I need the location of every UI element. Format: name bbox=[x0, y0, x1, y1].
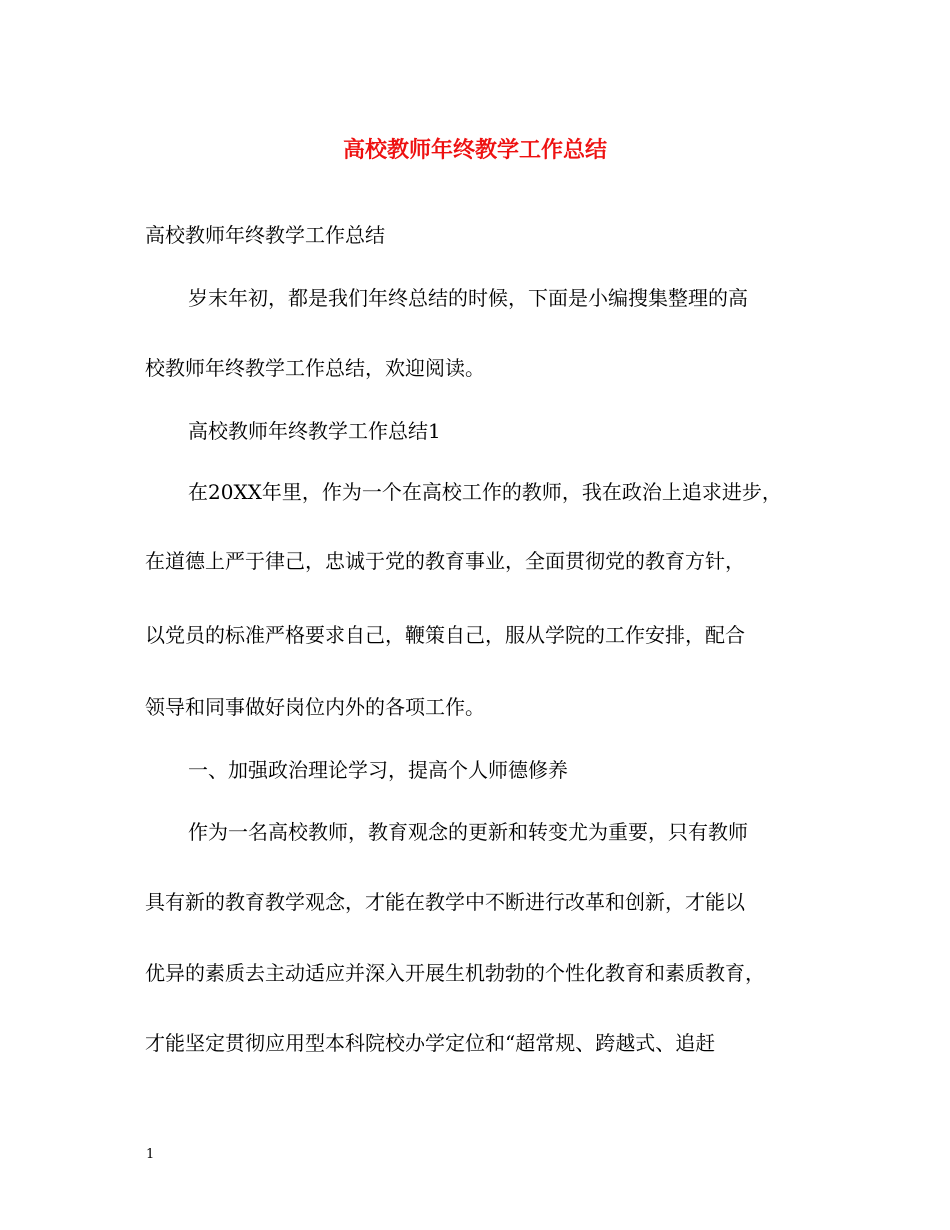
paragraph-line: 作为一名高校教师，教育观念的更新和转变尤为重要，只有教师 bbox=[188, 820, 748, 844]
paragraph-line: 岁末年初，都是我们年终总结的时候，下面是小编搜集整理的高 bbox=[188, 286, 748, 310]
document-title: 高校教师年终教学工作总结 bbox=[342, 137, 607, 163]
section-heading: 高校教师年终教学工作总结1 bbox=[188, 419, 441, 443]
paragraph-line: 以党员的标准严格要求自己，鞭策自己，服从学院的工作安排，配合 bbox=[145, 623, 745, 647]
subtitle-line: 高校教师年终教学工作总结 bbox=[145, 223, 385, 247]
paragraph-line: 领导和同事做好岗位内外的各项工作。 bbox=[145, 695, 485, 719]
paragraph-line: 才能坚定贯彻应用型本科院校办学定位和“超常规、跨越式、追赶 bbox=[145, 1031, 716, 1055]
paragraph-line: 具有新的教育教学观念，才能在教学中不断进行改革和创新，才能以 bbox=[145, 890, 745, 914]
paragraph-line: 在20XX年里，作为一个在高校工作的教师，我在政治上追求进步， bbox=[188, 480, 782, 504]
paragraph-line: 优异的素质去主动适应并深入开展生机勃勃的个性化教育和素质教育， bbox=[145, 961, 765, 985]
page-number: 1 bbox=[146, 1147, 155, 1162]
paragraph-line: 校教师年终教学工作总结，欢迎阅读。 bbox=[145, 356, 485, 380]
section-heading: 一、加强政治理论学习，提高个人师德修养 bbox=[188, 758, 568, 782]
paragraph-line: 在道德上严于律己，忠诚于党的教育事业，全面贯彻党的教育方针， bbox=[145, 549, 745, 573]
